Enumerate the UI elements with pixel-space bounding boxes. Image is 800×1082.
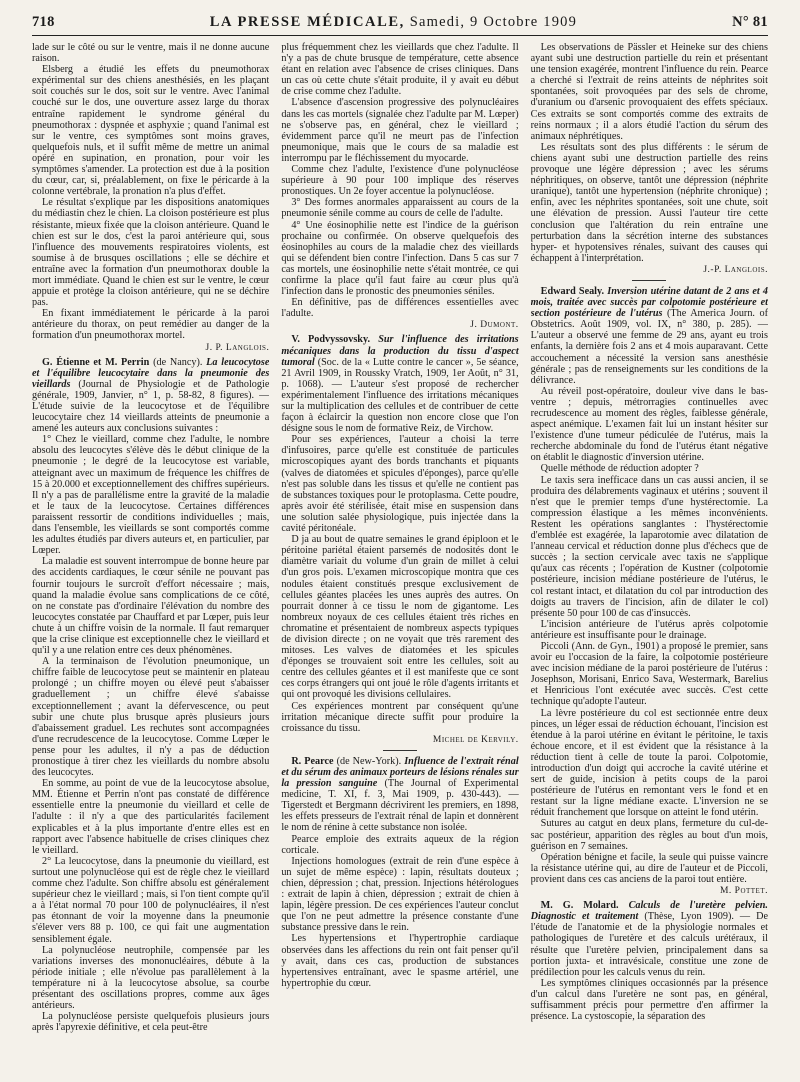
page-number: 718 — [32, 14, 55, 30]
separator-rule — [632, 280, 666, 281]
paragraph: La maladie est souvent interrompue de bonne heure par des accidents cardiaques, le cœur sénile ne pouvant pas fournir toujours le surcroît d'effort nécessaire ; mais, quand la maladie évolue sans complications de ce côté, on ne constate pas d'ordinaire l'élévation du nombre des leucocytes constatée par Chauffard et par Lœper, puis leur chute à un chiffre voisin de la normale. Il faut remarquer que la crise clinique est exceptionnelle chez le vieillard et qu'il y a une relation entre ces deux phénomènes. — [32, 556, 270, 657]
paragraph: Sutures au catgut en deux plans, fermeture du cul-de-sac postérieur, apparition des règles au bout d'un mois, guérison en 7 semaines. — [530, 818, 768, 852]
paragraph: L'incision antérieure de l'utérus après colpotomie antérieure est insuffisante pour le drainage. — [530, 618, 768, 641]
column-middle — [281, 42, 518, 1077]
paragraph: La polynucléose persiste quelquefois plusieurs jours après l'apyrexie définitive, et cela peut-être — [32, 1011, 270, 1034]
paragraph: Opération bénigne et facile, la seule qui puisse vaincre la résistance utérine qui, au dire de l'auteur et de Piccoli, provient dans ces cas anciens de la paroi tout entière. — [530, 851, 768, 885]
column-left — [32, 42, 269, 1077]
paragraph: Pearce emploie des extraits aqueux de la région corticale. — [281, 833, 519, 856]
running-title — [210, 14, 577, 31]
paragraph: 4° Une éosinophilie nette est l'indice de la guérison prochaine ou confirmée. On observe quelquefois des éosinophiles au cours de la maladie chez des vieillards qui se défendent bien contre l'infection. Dans 5 cas sur 7 cas mortels, une éosinophilie nette s'était montrée, ce qui confirme la place qu'il faut faire au cœur plus qu'à l'infection dans le pronostic des pneumonies séniles. — [281, 219, 519, 298]
article-place: (de New-York). — [336, 755, 402, 767]
paragraph: A la terminaison de l'évolution pneumonique, un chiffre faible de leucocytose peut se maintenir en plateau prolongé ; un chiffre moyen ou élevé peut s'abaisser graduellement ; un chiffre élevé s'abaisse exceptionnellement ; avant la défervescence, ou peut subir une chute plus brusque après plusieurs jours d'abaissement graduel. Les rechutes sont accompagnées d'une recrudescence de la leucocytose. Comme Lœper le pense pour les adultes, il n'y a pas de déduction pronostique à tirer chez les vieillards du nombre absolu des leucocytes. — [32, 656, 270, 779]
paragraph: plus fréquemment chez les vieillards que chez l'adulte. Il n'y a pas de chute brusque de température, cette absence étant en relation avec l'absence de crises cliniques. Dans un cas où cette chute s'était produite, il y avait eu début de crise comme chez l'adulte. — [281, 42, 519, 98]
paragraph: Injections homologues (extrait de rein d'une espèce à un sujet de même espèce) : lapin, résultats douteux ; chien, dépression ; chat, pression. Injections hétérologues : extrait de lapin à chien, dépression ; extrait de chien à lapin, légère pression. De ces expériences l'auteur conclut que l'on ne peut admettre la présence constante d'une substance pressive dans le rein. — [281, 855, 519, 934]
author-signature: M. Pottet. — [719, 886, 768, 897]
paragraph: Piccoli (Ann. de Gyn., 1901) a proposé le premier, sans avoir eu l'occasion de la faire, la colpotomie postérieure avec incision médiane de la paroi postérieure de l'utérus : Josephson, Morisani, Enrico Sava, Westermark, Barelius et Henricious l'ont exécutée avec succès. C'est cette technique qu'adopte l'auteur. — [530, 640, 768, 708]
separator-rule — [383, 750, 417, 751]
paragraph: En définitive, pas de différences essentielles avec l'adulte. — [281, 297, 519, 320]
journal-name: LA PRESSE MÉDICALE, — [209, 14, 405, 30]
paragraph: En somme, au point de vue de la leucocytose absolue, MM. Étienne et Perrin n'ont pas constaté de différence essentielle entre la pneumonie du vieillard et celle de l'adulte : il n'y a que des particularités facilement explicables et à la plus importante d'entre elles est en rapport avec l'absence habituelle de crises cliniques chez le vieillard. — [32, 778, 270, 856]
paragraph: lade sur le côté ou sur le ventre, mais il ne donne aucune raison. — [32, 42, 270, 65]
paragraph: Les observations de Pässler et Heineke sur des chiens ayant subi une destruction partielle du rein et présentant une tension exagérée, montrent l'influence du rein. Pearce a cherché si l'extrait de reins atteints de néphrites soit spontanées, soit provoquées par des sels de chrome, d'uranium ou d'arsenic provoquaient des effets spéciaux. Ces extraits se sont comportés comme des extraits de reins normaux ; il a alors étudié l'action du sérum des animaux néphrétiques. — [530, 42, 768, 142]
paragraph: La lèvre postérieure du col est sectionnée entre deux pinces, un léger essai de réduction échouant, l'incision est étendue à la paroi utérine en évitant le péritoine, le taxis échoue encore, et il est évident que la résistance à la réduction tient à celle de toute la paroi. Colpotomie, introduction d'un doigt qui accroche la cavité utérine et sert de guide, incision à petits coups de la paroi postérieure de l'utérus en remontant vers le fond et en restant sur la ligne médiane exacte. L'inversion ne se réduit franchement que lorsque on atteint le fond utérin. — [530, 707, 768, 819]
paragraph: Les symptômes cliniques occasionnés par la présence d'un calcul dans l'uretère ne sont pas, en général, suffisamment précis pour permettre d'en affirmer la présence. La cystoscopie, la séparation des — [530, 977, 768, 1023]
author-signature: J. Dumont. — [470, 320, 519, 331]
paragraph: 3° Des formes anormales apparaissent au cours de la pneumonie sénile comme au cours de celle de l'adulte. — [281, 197, 519, 220]
paragraph: En fixant immédiatement le péricarde à la paroi antérieure du thorax, on peut remédier au danger de la formation d'un pneumothorax mortel. — [32, 308, 270, 342]
article-title: La leucocytose et l'équilibre leucocytaire dans la pneumonie des vieillards — [32, 356, 270, 390]
article-heading — [281, 334, 518, 434]
paragraph: Les hypertensions et l'hypertrophie cardiaque observées dans les affections du rein ont fait penser qu'il y avait, dans ces cas, production de substances hypertensives entraînant, avec le spasme artériel, une hypertrophie du cœur. — [281, 933, 519, 989]
article-columns — [32, 42, 768, 1077]
article-heading — [32, 357, 269, 435]
paragraph: D ja au bout de quatre semaines le grand épiploon et le péritoine pariétal étaient parsemés de nodosités dont le diamètre variait du volume d'un grain de millet à celui d'un gros pois. L'examen microscopique montra que ces nodules étaient constitués presque exclusivement de cellules géantes placées les unes auprès des autres. On pourrait donner à ce tissu le nom de gigantome. Les nombreux noyaux de ces cellules étaient très riches en chromatine et présentaient de nombreux aspects typiques de division directe ; on ne voyait que très rarement des mitoses. Les valves de diatomées et les spicules d'éponges se trouvaient soit entre les cellules, soit au centre des cellules géantes et il est manifeste que ce sont ces corps étrangers qui ont joué le rôle d'agents irritants et qui ont provoqué les divisions cellulaires. — [281, 534, 519, 701]
paragraph: Pour ses expériences, l'auteur a choisi la terre d'infusoires, parce qu'elle est constituée de particules microscopiques ayant des bords tranchants et piquants (valves de diatomées et spicules d'éponges), parce qu'elle n'est pas soluble dans les tissus et qu'elle ne contient pas de substances toxiques pour le protoplasma. Cette poudre, après avoir été stérilisée, était mise en suspension dans une solution salée physiologique, puis injectée dans la cavité péritonéale. — [281, 434, 519, 535]
article-place: (de Nancy). — [153, 356, 203, 368]
paragraph: Au réveil post-opératoire, douleur vive dans le bas-ventre ; depuis, métrorragies continuelles avec recrudescence au moment des règles, faiblesse générale, aspect anémique. L'examen fait lui un instant hésiter sur l'existence d'une tumeur pédiculée de l'utérus, mais la recherche abdominale du fond de l'utérus étant négative on établit le diagnostic d'inversion utérine. — [530, 385, 768, 464]
article-title: Influence de l'extrait rénal et du sérum des animaux porteurs de lésions rénales sur la pression sanguine — [281, 755, 519, 790]
article-title: Sur l'influence des irritations mécaniques dans la production du tissu d'aspect tumoral — [281, 334, 519, 368]
article-reference: (The America Journ. of Obstetrics. Août 1909, vol. IX, n° 380, p. 285). — L'auteur a observé une femme de 29 ans, ayant eu trois enfants, la dernière fois 2 ans et 4 mois auparavant. Cette accouchement a nécessité la version sans anesthésie générale ; pas de renseignements sur les conditions de la délivrance. — [530, 308, 768, 386]
article-reference: (Thèse, Lyon 1909). — De l'étude de l'anatomie et de la physiologie normales et pathologiques de l'uretère et des calculs urétéraux, il résulte que l'uretère pelvien, principalement dans sa portion juxta- et intravésicale, constitue une zone de prédilection pour les calculs venus du rein. — [530, 911, 768, 978]
paragraph: L'absence d'ascension progressive des polynucléaires dans les cas mortels (signalée chez l'adulte par M. Lœper) ne s'observe pas, en général, chez le vieillard ; évidemment parce qu'il ne meurt pas de l'infection pneumonique, mais que le cours de sa maladie est interrompu par le fléchissement du myocarde. — [281, 97, 519, 164]
author-signature: Michel de Kervily. — [432, 734, 519, 745]
paragraph: Le résultat s'explique par les dispositions anatomiques du médiastin chez le chien. La cloison postérieure est plus résistante, mieux fixée que la cloison antérieure. Quand le chien est sur le dos, c'est la paroi antérieure qui, sous l'influence des mouvements respiratoires violents, est soumise à de brusques oscillations ; elle se déchire et entraîne avec la formation d'un pneumothorax double la mort immédiate. Quand le chien est sur le ventre, le cœur appuie et protège la cloison antérieure, qui ne se déchire pas. — [32, 197, 270, 309]
paragraph: Ces expériences montrent par conséquent qu'une irritation mécanique directe suffit pour produire la croissance du tissu. — [281, 700, 519, 734]
author-signature: J. P. Langlois. — [205, 342, 270, 353]
article-author: Edward Sealy. — [540, 285, 605, 297]
article-title: Inversion utérine datant de 2 ans et 4 mois, traitée avec succès par colpotomie postérieure et section postérieure de l'utérus — [530, 285, 768, 320]
article-author: G. Étienne et M. Perrin — [42, 356, 150, 368]
article-reference: (Journal de Physiologie et de Pathologie générale, 1909, Janvier, n° 1, p. 58-82, 8 figures). — L'étude suivie de la leucocytose et de l'équilibre leucocytaire chez 14 vieillards atteints de pneumonie a amené les auteurs aux conclusions suivantes : — [32, 378, 270, 435]
issue-date: Samedi, 9 Octobre 1909 — [409, 14, 578, 30]
article-author: R. Pearce — [291, 755, 334, 767]
paragraph: Comme chez l'adulte, l'existence d'une polynucléose supérieure à 90 pour 100 implique des réserves pronostiques. Un 2e foyer accentue la polynucléose. — [281, 164, 519, 198]
paragraph: 2° La leucocytose, dans la pneumonie du vieillard, est surtout une polynucléose qui est de règle chez le vieillard comme chez l'adulte. Son chiffre absolu est généralement supérieur chez le vieillard ; mais, si l'on tient compte qu'il a à l'état normal 70 pour 100 de polynucléaires, il n'est pas étonnant de voir la moyenne dans la pneumonie s'élever vers 88 p. 100, ce qui fait une augmentation sensiblement égale. — [32, 855, 270, 945]
paragraph: Le taxis sera inefficace dans un cas aussi ancien, il se produira des délabrements vaginaux et utérins ; souvent il n'est que le premier temps d'une hystérectomie. La compression élastique a les mêmes inconvénients. Restent les opérations sanglantes : l'hystérectomie d'emblée est exagérée, la laparotomie avec dilatation de l'anneau cervical et réduction donne plus d'échecs que de succès ; la section cervicale avec taxis ne s'applique qu'aux cas récents ; l'opération de Kustner (colpotomie postérieure, incision médiane postérieure de l'utérus, le col restant intact, et dilatation du col par introduction des doigts au travers de l'incision, afin de dilater le col) présente 50 pour 100 de cas d'insuccès. — [530, 474, 768, 619]
issue-number: N° 81 — [732, 14, 768, 30]
paragraph: Quelle méthode de réduction adopter ? — [540, 463, 699, 475]
paragraph: 1° Chez le vieillard, comme chez l'adulte, le nombre absolu des leucocytes s'élève dès le début clinique de la pneumonie ; le degré de la leucocytose est variable, atteignant avec un maximum de fréquence les chiffres de 15 à 20.000 et exceptionnellement des chiffres supérieurs. Il n'y a pas de parallélisme entre la gravité de la maladie et le taux de la leucocytose. Certaines différences paraissent ressortir de conditions individuelles ; mais, dans l'ensemble, les vieillards se sont comportés comme les adultes étudiés par divers auteurs et, en particulier, par Lœper. — [32, 434, 270, 557]
article-author: V. Podvyssovsky. — [291, 334, 371, 346]
paragraph: Les résultats sont des plus différents : le sérum de chiens ayant subi une destruction partielle des reins provoque une légère dépression ; avec les sérums néphritiques, on observe, tantôt une dépression (néphrite uranique), tantôt une hypertension (néphrite chronique) ; enfin, avec les néphrites spontanées, soit une chute, soit une élévation de pression. Aussi l'auteur tire cette conclusion que l'altération du rein entraîne une perturbation dans la sécrétion interne des substances hyper- et hypotensives rénales, suivant des causes qui échappent à l'interprétation. — [530, 141, 768, 264]
article-title: Calculs de l'uretère pelvien. Diagnostic et traitement — [530, 900, 768, 923]
article-reference: (Soc. de la « Lutte contre le cancer », 5e séance, 21 Avril 1909, in Roussky Vratch, 1909, 1er Août, n° 31, p. 1068). — L'auteur s'est proposé de rechercher expérimentalement l'influence des irritations mécaniques sur la multiplication des cellules et de contribuer de cette façon à éclaircir la question non encore close que l'on désigne sous le nom de formative Reiz, de Virchow. — [281, 356, 519, 435]
paragraph: La polynucléose neutrophile, compensée par les variations inverses des mononucléaires, débute à la période initiale ; elle n'évolue pas parallèlement à la température ni à la leucocytose absolue, sa courbe présentant des oscillations propres, comme aux âges antérieurs. — [32, 944, 270, 1012]
author-signature: J.-P. Langlois. — [703, 264, 768, 275]
article-reference: (The Journal of Experimental medicine, T. XI, f. 3, Mai 1909, p. 430-443). — Tigerstedt et Bergmann décrivirent les premiers, en 1898, les effets presseurs de l'extrait rénal de lapin et donnèrent le nom de rénine à cette substance non isolée. — [281, 778, 519, 834]
article-heading — [281, 756, 518, 834]
article-author: M. G. Molard. — [540, 900, 619, 912]
column-right — [531, 42, 768, 1077]
article-heading — [531, 900, 768, 978]
page-header — [32, 14, 768, 36]
paragraph: Elsberg a étudié les effets du pneumothorax expérimental sur des chiens anesthésiés, en les plaçant soit couchés sur le dos, soit sur le ventre. Avec l'animal couché sur le dos, une ouverture assez large du thorax entraîne rapidement le syndrome général du pneumothorax : dyspnée et asphyxie ; quand l'animal est sur le ventre, ces symptômes sont moins graves, quelquefois nuls, et il suffit même de mettre un animal opéré en supination, en pronation, pour voir les symptômes s'amender. La protection est due à la position du cœur, car, si, préalablement, on fixe le péricarde à la colonne vertébrale, la pronation n'a plus d'effet. — [32, 64, 270, 198]
article-heading — [531, 286, 768, 386]
